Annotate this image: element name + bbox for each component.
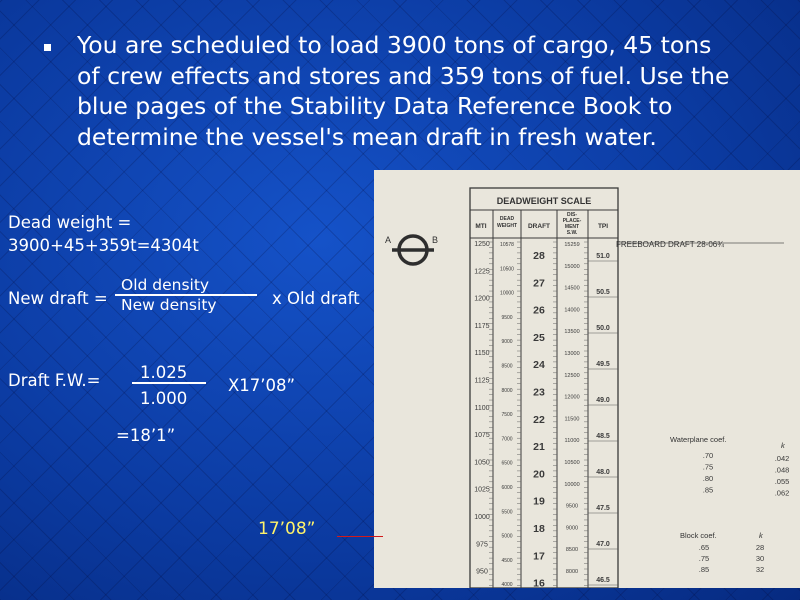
problem-text: You are scheduled to load 3900 tons of cargo, 45 tons of crew effects and stores and 359 tons of fuel. Use the blue pages of the Stability Data Reference Book to determine the vessel's mean draft in fresh water. [77,31,730,151]
new-draft-label: New draft = [8,289,108,308]
block-k-value: 32 [755,565,765,574]
displacement-tick-label: 11000 [564,438,580,445]
draft-tick-label: 27 [533,277,545,290]
draft-fw-label: Draft F.W.= [8,371,101,390]
draft-tick-label: 18 [533,523,545,535]
displacement-tick-label: 12500 [564,372,580,379]
displacement-tick-label: 13500 [564,329,580,336]
deadweight-tick-label: 7000 [501,436,513,443]
waterplane-coef: .80 [702,474,714,483]
fw-multiplier: X17’08” [228,376,296,395]
displacement-tick-label: 8000 [565,569,579,575]
mti-tick-label: 1100 [474,404,490,412]
tpi-tick-label: 46.5 [596,577,610,584]
mti-tick-label: 1125 [474,377,490,385]
deadweight-tick-label: 4000 [501,582,513,588]
draft-tick-label: 21 [533,441,545,454]
tpi-tick-label: 49.0 [596,397,610,404]
waterplane-k-value: .048 [774,465,790,475]
tpi-tick-label: 47.0 [596,541,610,548]
tpi-tick-label: 48.0 [596,469,610,476]
tpi-tick-label: 49.5 [596,361,610,368]
block-k-value: 30 [755,554,765,563]
deadweight-scale-svg [374,170,800,588]
header-dis-1: DIS- [567,212,577,218]
deadweight-tick-label: 10000 [500,290,514,297]
draft-tick-label: 23 [533,386,545,399]
mti-tick-label: 1025 [474,486,490,494]
block-table [699,543,764,574]
header-dead: DEAD [499,216,515,222]
header-weight: WEIGHT [497,223,517,229]
mti-tick-label: 1000 [474,514,490,521]
displacement-tick-label: 15259 [564,242,580,248]
new-density-denominator: New density [121,296,217,314]
result-value: =18’1” [116,426,176,445]
deadweight-tick-label: 8000 [501,387,513,394]
block-coef: .65 [698,543,710,552]
waterplane-k-value: .055 [774,477,790,486]
displacement-tick-label: 12000 [564,394,580,401]
displacement-tick-label: 10500 [564,460,580,466]
deadweight-tick-label: 7500 [501,412,513,419]
draft-tick-label: 24 [533,359,545,372]
block-title: Block coef. [680,531,717,540]
displacement-tick-label: 10000 [564,481,580,488]
deadweight-tick-label: 9000 [501,339,513,346]
deadweight-tick-label: 10500 [500,266,514,273]
mti-tick-label: 975 [476,541,488,549]
mti-tick-label: 1050 [474,459,490,467]
scale-title: DEADWEIGHT SCALE [496,196,592,206]
deadweight-tick-label: 6000 [501,485,513,491]
draft-tick-label: 17 [533,550,545,563]
fw-denominator: 1.000 [140,389,188,408]
tpi-tick-label: 50.5 [596,289,610,296]
draft-tick-label: 26 [533,304,545,317]
problem-statement [44,30,734,152]
mti-tick-label: 1200 [474,295,490,303]
deadweight-tick-label: 9500 [501,314,513,321]
block-coef: .85 [698,565,710,574]
header-tpi: TPI [597,223,609,230]
fw-numerator: 1.025 [140,363,188,382]
mti-column [474,241,490,576]
draft-tick-label: 25 [533,331,545,344]
draft-tick-label: 22 [533,413,545,426]
tpi-tick-label: 48.5 [596,433,610,440]
mark-b: B [432,235,439,245]
deadweight-column [500,242,514,588]
fw-fraction-bar [132,382,206,384]
header-mti: MTI [475,223,487,230]
tpi-column [588,253,618,585]
deadweight-tick-label: 5000 [501,533,513,540]
deadweight-tick-label: 4500 [501,557,513,564]
block-coef: .75 [698,554,710,563]
mti-tick-label: 1225 [474,268,490,276]
waterplane-coef: .70 [702,451,714,460]
waterplane-k-value: .042 [774,454,790,463]
displacement-tick-label: 9000 [565,525,579,532]
freeboard-label: FREEBOARD DRAFT 28-06¾ [616,240,724,249]
deadweight-scale-chart [374,170,800,588]
header-dis-3: MENT [564,224,580,230]
mark-a: A [385,235,392,245]
tpi-tick-label: 50.0 [596,325,610,332]
times-old-draft: x Old draft [272,289,360,308]
header-dis-4: S.W. [566,230,578,236]
draft-tick-label: 19 [533,495,545,508]
draft-tick-label: 28 [533,250,545,262]
displacement-tick-label: 15000 [564,263,580,270]
waterplane-k-header: k [781,441,785,450]
displacement-tick-label: 14000 [564,307,580,314]
pointer-label: 17’08” [258,519,316,539]
waterplane-table [703,451,790,498]
deadweight-tick-label: 5500 [501,509,513,516]
mti-tick-label: 1150 [474,350,490,358]
mti-tick-label: 1075 [474,432,490,440]
displacement-tick-label: 8500 [565,547,579,554]
block-k-value: 28 [755,543,765,552]
displacement-tick-label: 13000 [564,351,580,357]
header-draft: DRAFT [527,223,551,230]
header-dis-2: PLACE- [562,218,582,224]
bullet-marker [44,44,51,51]
draft-tick-label: 20 [533,468,545,481]
waterplane-coef: .75 [702,462,714,472]
draft-column [533,250,545,588]
mti-tick-label: 950 [476,568,488,576]
deadweight-tick-label: 10578 [500,242,514,248]
old-density-numerator: Old density [121,276,210,294]
draft-tick-label: 16 [533,577,545,588]
deadweight-tick-label: 8500 [501,363,513,370]
displacement-tick-label: 14500 [564,285,580,292]
displacement-column [564,242,579,575]
block-k-header: k [759,531,763,540]
tpi-tick-label: 47.5 [596,505,610,512]
pointer-arrow [337,536,383,537]
tpi-tick-label: 51.0 [596,253,610,260]
mti-tick-label: 1250 [474,241,490,248]
displacement-tick-label: 9500 [565,503,579,510]
waterplane-title: Waterplane coef. [670,435,727,444]
waterplane-k-value: .062 [774,488,790,498]
waterplane-coef: .85 [702,485,714,495]
deadweight-label: Dead weight = [8,213,132,232]
mti-tick-label: 1175 [474,322,490,330]
displacement-tick-label: 11500 [564,416,580,423]
deadweight-sum: 3900+45+359t=4304t [8,236,199,255]
deadweight-tick-label: 6500 [501,460,513,467]
